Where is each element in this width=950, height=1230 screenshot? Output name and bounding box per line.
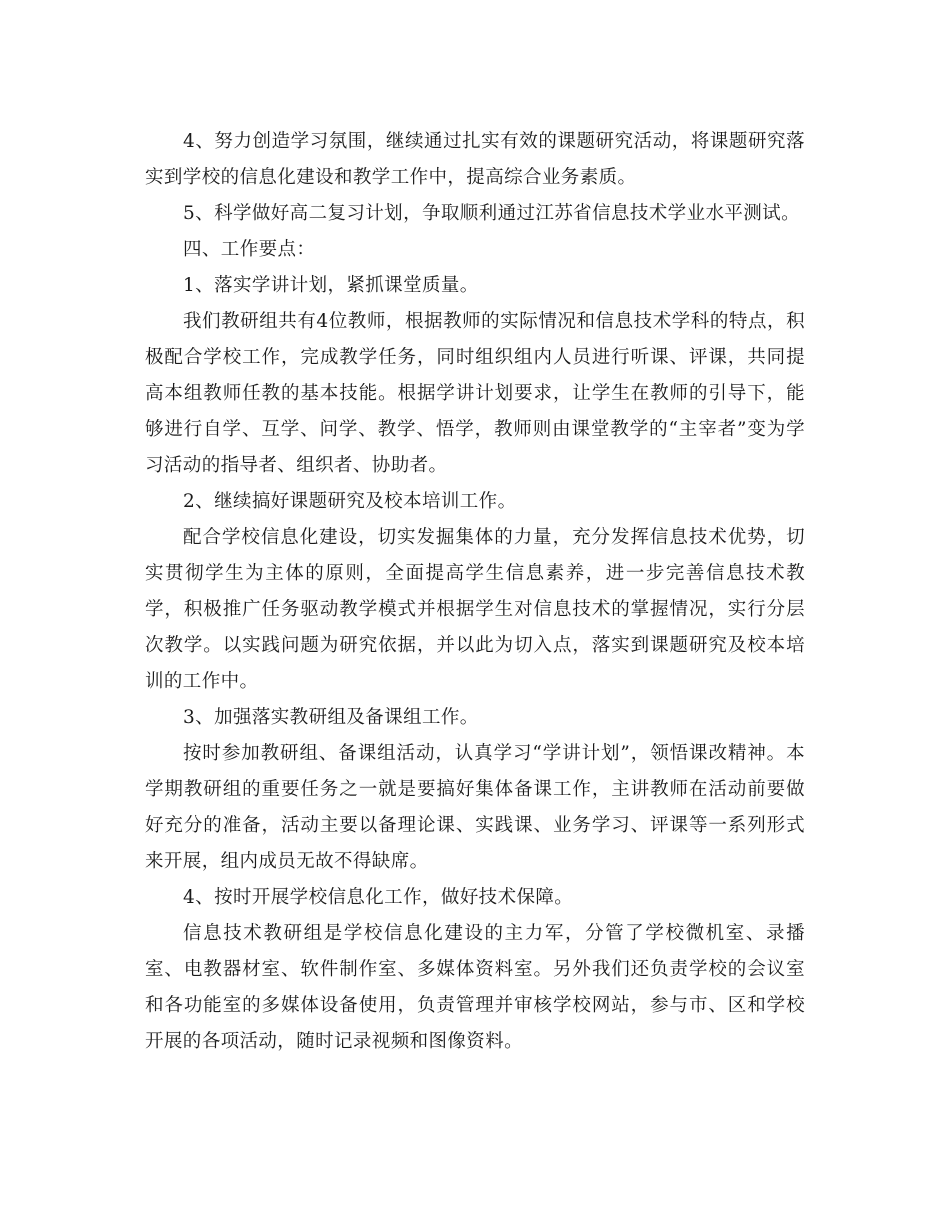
document-body bbox=[145, 124, 805, 1060]
subheading-point-1: 1、落实学讲计划，紧抓课堂质量。 bbox=[183, 275, 479, 296]
section-heading-work-points: 四、工作要点： bbox=[183, 239, 316, 260]
paragraph-point-3-body: 按时参加教研组、备课组活动，认真学习“学讲计划”，领悟课改精神。本学期教研组的重要任务之一就是要搞好集体备课工作，主讲教师在活动前要做好充分的准备，活动主要以备理论课、实践课、业务学习、评课等一系列形式来开展，组内成员无故不得缺席。 bbox=[145, 743, 805, 872]
subheading-point-3: 3、加强落实教研组及备课组工作。 bbox=[183, 707, 479, 728]
paragraph-goal-4: 4、努力创造学习氛围，继续通过扎实有效的课题研究活动，将课题研究落实到学校的信息化建设和教学工作中，提高综合业务素质。 bbox=[145, 131, 805, 188]
paragraph-point-2-body: 配合学校信息化建设，切实发掘集体的力量，充分发挥信息技术优势，切实贯彻学生为主体的原则，全面提高学生信息素养，进一步完善信息技术教学，积极推广任务驱动教学模式并根据学生对信息技术的掌握情况，实行分层次教学。以实践问题为研究依据，并以此为切入点，落实到课题研究及校本培训的工作中。 bbox=[145, 527, 805, 692]
subheading-point-2: 2、继续搞好课题研究及校本培训工作。 bbox=[183, 491, 517, 512]
paragraph-goal-5: 5、科学做好高二复习计划，争取顺利通过江苏省信息技术学业水平测试。 bbox=[183, 203, 800, 224]
subheading-point-4: 4、按时开展学校信息化工作，做好技术保障。 bbox=[183, 887, 574, 908]
paragraph-point-4-body: 信息技术教研组是学校信息化建设的主力军，分管了学校微机室、录播室、电教器材室、软件制作室、多媒体资料室。另外我们还负责学校的会议室和各功能室的多媒体设备使用，负责管理并审核学校网站，参与市、区和学校开展的各项活动，随时记录视频和图像资料。 bbox=[145, 923, 805, 1052]
paragraph-point-1-body: 我们教研组共有4位教师，根据教师的实际情况和信息技术学科的特点，积极配合学校工作，完成教学任务，同时组织组内人员进行听课、评课，共同提高本组教师任教的基本技能。根据学讲计划要求，让学生在教师的引导下，能够进行自学、互学、问学、教学、悟学，教师则由课堂教学的“主宰者”变为学习活动的指导者、组织者、协助者。 bbox=[145, 311, 805, 476]
